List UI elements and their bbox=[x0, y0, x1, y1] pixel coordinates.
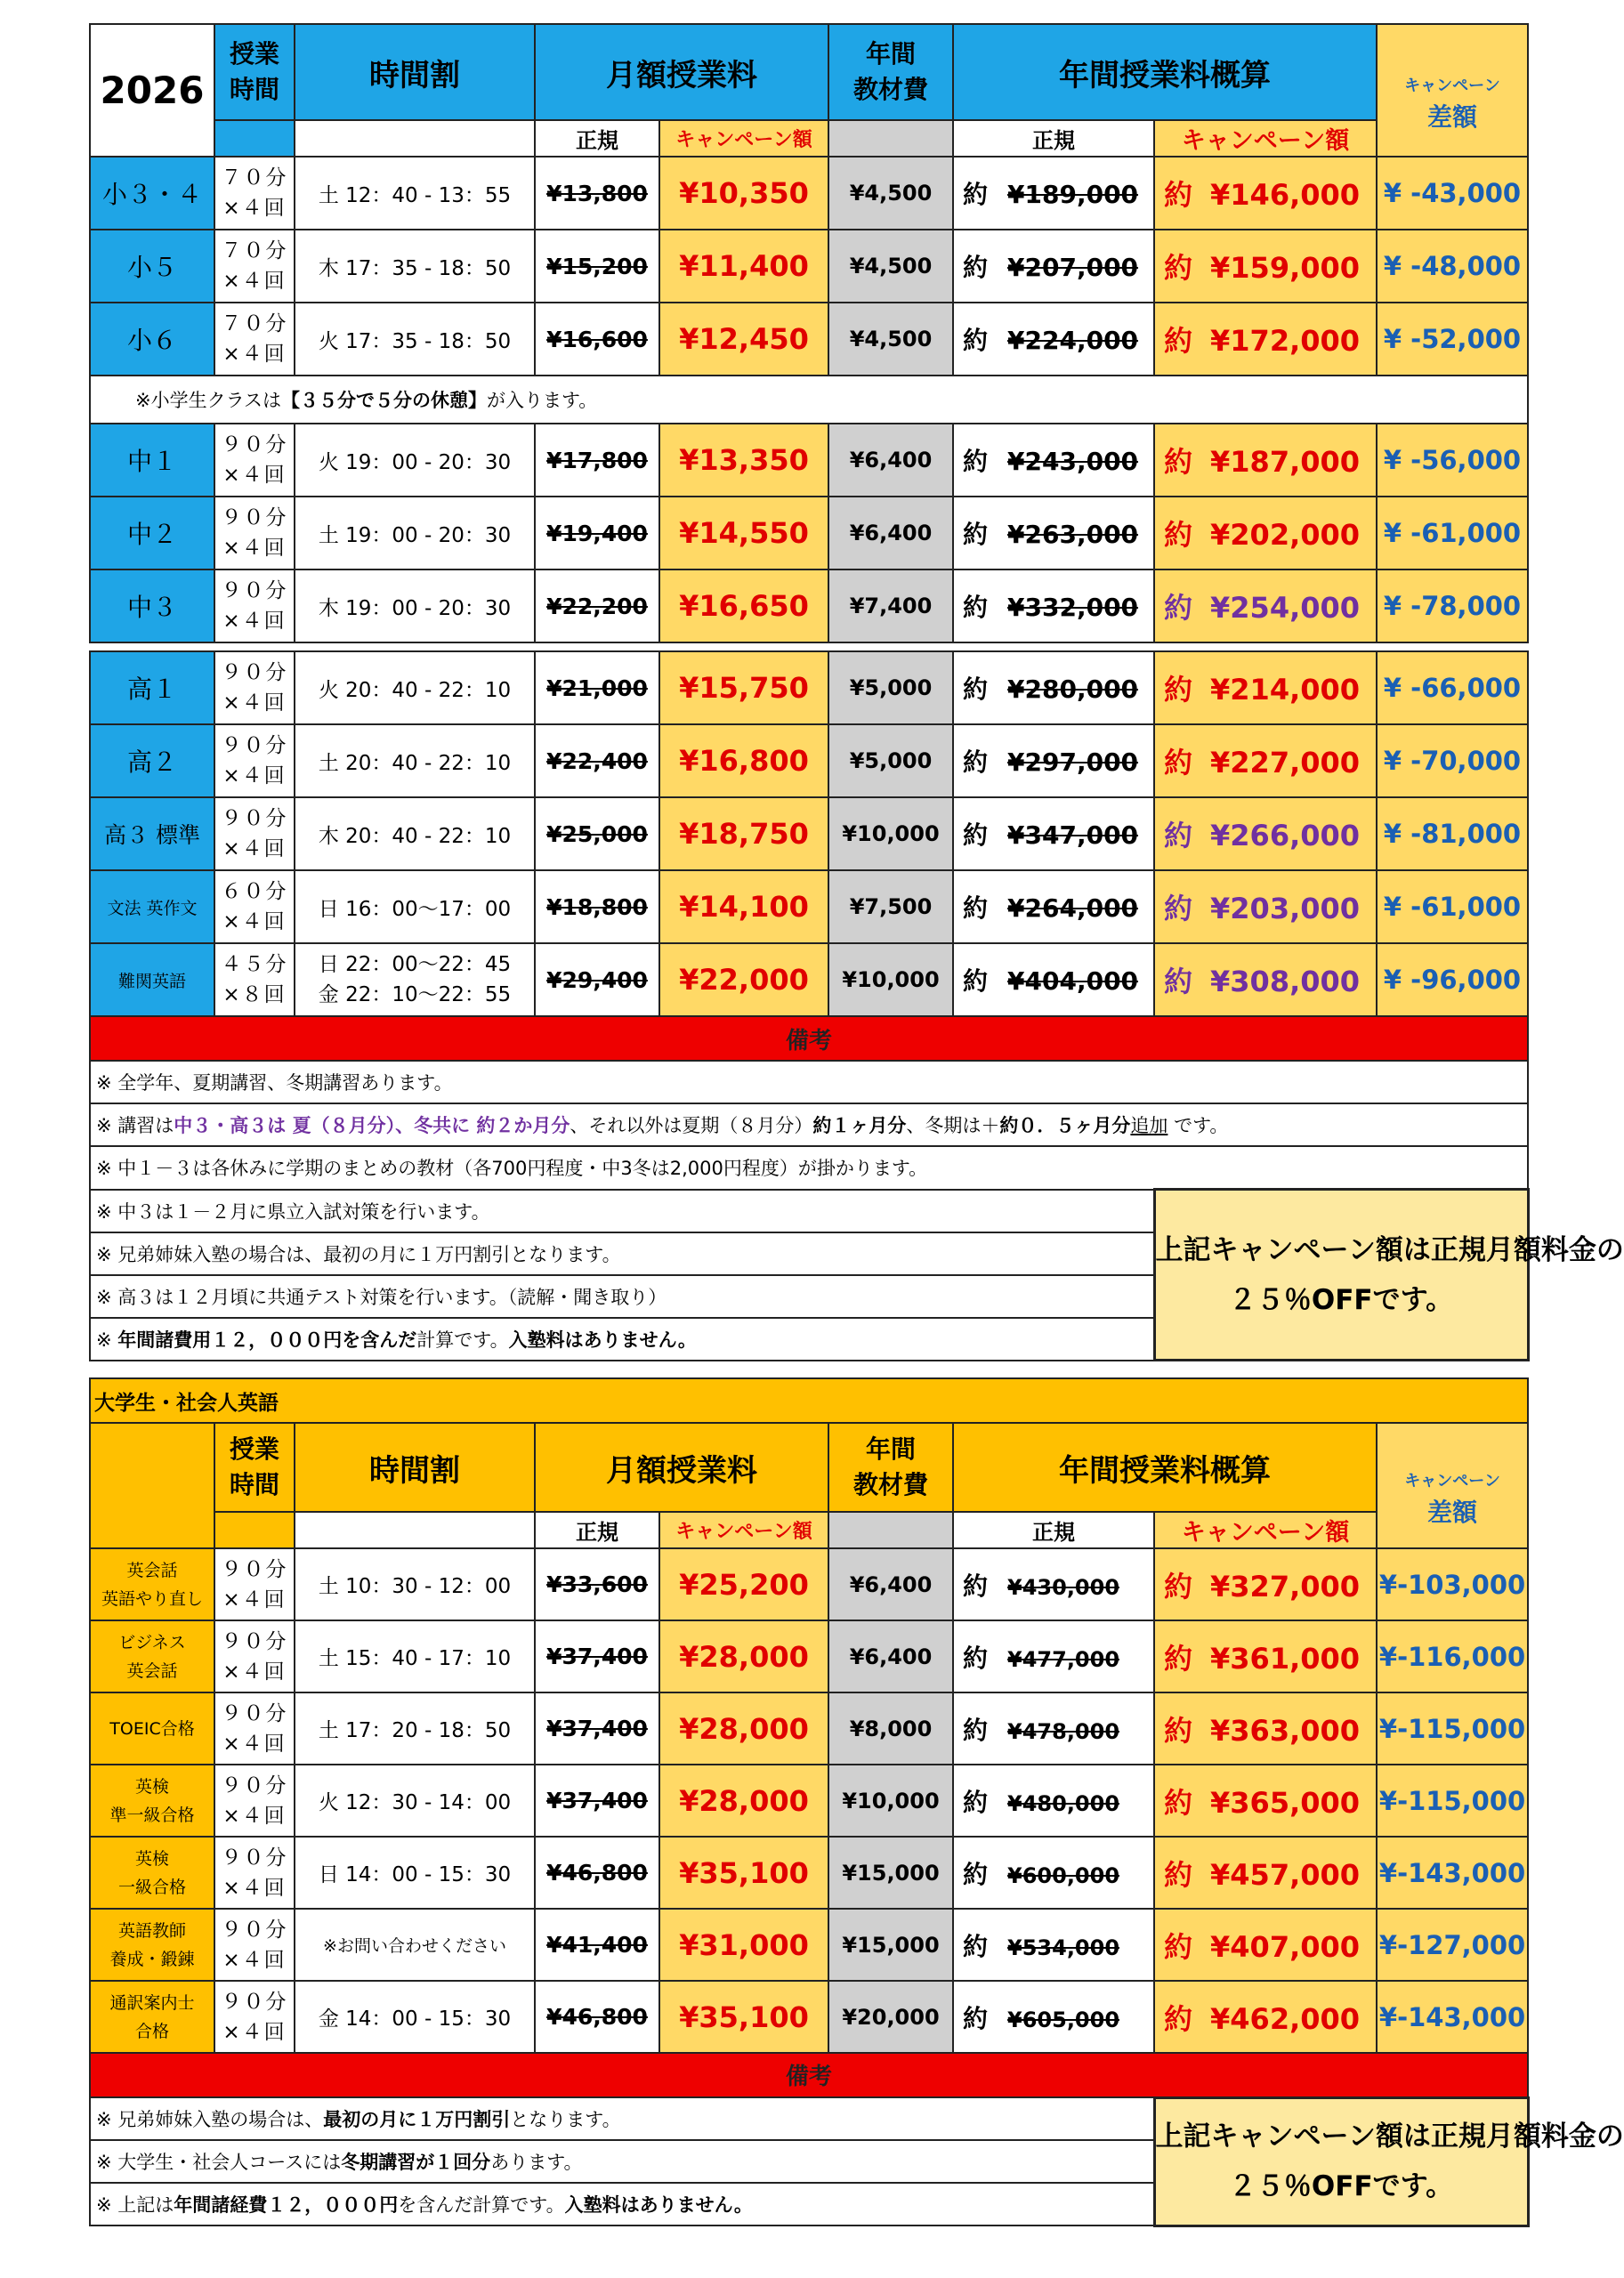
annual-campaign: 約 ¥202,000 bbox=[1154, 497, 1377, 570]
schedule: 火 20：40 - 22：10 bbox=[295, 651, 535, 724]
campaign-diff: ¥ -96,000 bbox=[1377, 943, 1528, 1016]
annual-fee-header: 年間授業料概算 bbox=[953, 1423, 1377, 1512]
regular-fee: ¥22,400 bbox=[535, 724, 659, 797]
annual-regular: 約 ¥264,000 bbox=[953, 870, 1154, 943]
adult-section-title: 大学生・社会人英語 bbox=[90, 1378, 1528, 1423]
annual-regular: 約 ¥297,000 bbox=[953, 724, 1154, 797]
schedule: 土 20：40 - 22：10 bbox=[295, 724, 535, 797]
schedule: ※お問い合わせください bbox=[295, 1909, 535, 1981]
regular-fee: ¥29,400 bbox=[535, 943, 659, 1016]
class-time: ４５分 ×８回 bbox=[214, 943, 295, 1016]
table-row bbox=[90, 1548, 1528, 1620]
annual-regular: 約 ¥243,000 bbox=[953, 424, 1154, 497]
monthly-fee-header: 月額授業料 bbox=[535, 1423, 828, 1512]
annual-campaign: 約 ¥203,000 bbox=[1154, 870, 1377, 943]
campaign-fee: ¥31,000 bbox=[659, 1909, 828, 1981]
campaign-fee: ¥16,800 bbox=[659, 724, 828, 797]
campaign-fee: ¥28,000 bbox=[659, 1692, 828, 1765]
table-row bbox=[90, 157, 1528, 230]
materials-fee: ¥5,000 bbox=[828, 651, 953, 724]
table-row bbox=[90, 570, 1528, 642]
course-name: TOEIC合格 bbox=[90, 1692, 214, 1765]
grade-label: 中３ bbox=[90, 570, 214, 642]
schedule: 土 10：30 - 12：00 bbox=[295, 1548, 535, 1620]
materials-fee: ¥4,500 bbox=[828, 157, 953, 230]
annual-fee-header: 年間授業料概算 bbox=[953, 24, 1377, 120]
regular-fee: ¥41,400 bbox=[535, 1909, 659, 1981]
class-time: ７０分 ×４回 bbox=[214, 303, 295, 376]
class-time: ９０分 ×４回 bbox=[214, 1548, 295, 1620]
annual-regular: 約 ¥605,000 bbox=[953, 1981, 1154, 2053]
annual-campaign: 約 ¥187,000 bbox=[1154, 424, 1377, 497]
year-label: 2026 bbox=[90, 24, 214, 157]
annual-regular: 約 ¥207,000 bbox=[953, 230, 1154, 303]
elementary-note: ※小学生クラスは【３５分で５分の休憩】が入ります。 bbox=[90, 376, 1528, 424]
course-name: 英会話 英語やり直し bbox=[90, 1548, 214, 1620]
regular-subheader: 正規 bbox=[535, 1512, 659, 1548]
annual-regular: 約 ¥480,000 bbox=[953, 1765, 1154, 1837]
annual-campaign: 約 ¥407,000 bbox=[1154, 1909, 1377, 1981]
campaign-discount-box: 上記キャンペーン額は正規月額料金の ２５％OFFです。 bbox=[1154, 1190, 1528, 1361]
campaign-fee: ¥10,350 bbox=[659, 157, 828, 230]
campaign-diff: ¥-127,000 bbox=[1377, 1909, 1528, 1981]
annual-regular: 約 ¥478,000 bbox=[953, 1692, 1154, 1765]
grade-label: 難関英語 bbox=[90, 943, 214, 1016]
table-row bbox=[90, 497, 1528, 570]
materials-fee: ¥10,000 bbox=[828, 797, 953, 870]
grade-label: 小６ bbox=[90, 303, 214, 376]
materials-header: 年間 教材費 bbox=[828, 1423, 953, 1512]
schedule: 木 17：35 - 18：50 bbox=[295, 230, 535, 303]
adult-price-table bbox=[89, 1377, 1624, 2227]
class-time: ９０分 ×４回 bbox=[214, 1620, 295, 1692]
annual-regular-subheader: 正規 bbox=[953, 1512, 1154, 1548]
campaign-fee: ¥11,400 bbox=[659, 230, 828, 303]
annual-regular: 約 ¥430,000 bbox=[953, 1548, 1154, 1620]
campaign-diff: ¥-143,000 bbox=[1377, 1837, 1528, 1909]
regular-fee: ¥37,400 bbox=[535, 1620, 659, 1692]
annual-regular: 約 ¥534,000 bbox=[953, 1909, 1154, 1981]
annual-campaign: 約 ¥227,000 bbox=[1154, 724, 1377, 797]
campaign-diff-header: キャンペーン 差額 bbox=[1377, 1423, 1528, 1548]
campaign-diff: ¥-116,000 bbox=[1377, 1620, 1528, 1692]
remark-line: ※ 高３は１２月頃に共通テスト対策を行います。（読解・聞き取り） bbox=[90, 1275, 1154, 1318]
campaign-fee: ¥14,550 bbox=[659, 497, 828, 570]
schedule: 火 17：35 - 18：50 bbox=[295, 303, 535, 376]
table-row bbox=[90, 1692, 1528, 1765]
class-time: ９０分 ×４回 bbox=[214, 1981, 295, 2053]
campaign-diff: ¥-103,000 bbox=[1377, 1548, 1528, 1620]
campaign-diff: ¥ -61,000 bbox=[1377, 497, 1528, 570]
monthly-fee-header: 月額授業料 bbox=[535, 24, 828, 120]
materials-fee: ¥6,400 bbox=[828, 1548, 953, 1620]
schedule: 日 22：00～22：45 金 22：10～22：55 bbox=[295, 943, 535, 1016]
materials-fee: ¥15,000 bbox=[828, 1837, 953, 1909]
regular-fee: ¥46,800 bbox=[535, 1837, 659, 1909]
materials-fee: ¥10,000 bbox=[828, 1765, 953, 1837]
class-time: ７０分 ×４回 bbox=[214, 230, 295, 303]
grade-label: 中１ bbox=[90, 424, 214, 497]
campaign-diff: ¥-115,000 bbox=[1377, 1765, 1528, 1837]
campaign-diff: ¥ -81,000 bbox=[1377, 797, 1528, 870]
campaign-fee: ¥28,000 bbox=[659, 1620, 828, 1692]
annual-regular: 約 ¥280,000 bbox=[953, 651, 1154, 724]
grade-label: 高１ bbox=[90, 651, 214, 724]
course-name: ビジネス 英会話 bbox=[90, 1620, 214, 1692]
campaign-subheader: キャンペーン額 bbox=[659, 1512, 828, 1548]
table-row bbox=[90, 797, 1528, 870]
schedule: 土 17：20 - 18：50 bbox=[295, 1692, 535, 1765]
section-divider bbox=[90, 642, 1528, 651]
annual-regular: 約 ¥189,000 bbox=[953, 157, 1154, 230]
remark-line: ※ 兄弟姉妹入塾の場合は、最初の月に１万円割引となります。 bbox=[90, 2097, 1154, 2140]
schedule: 木 19：00 - 20：30 bbox=[295, 570, 535, 642]
class-time: ９０分 ×４回 bbox=[214, 497, 295, 570]
regular-fee: ¥37,400 bbox=[535, 1692, 659, 1765]
materials-fee: ¥4,500 bbox=[828, 303, 953, 376]
annual-campaign: 約 ¥159,000 bbox=[1154, 230, 1377, 303]
annual-campaign: 約 ¥266,000 bbox=[1154, 797, 1377, 870]
campaign-fee: ¥28,000 bbox=[659, 1765, 828, 1837]
annual-campaign: 約 ¥327,000 bbox=[1154, 1548, 1377, 1620]
regular-fee: ¥21,000 bbox=[535, 651, 659, 724]
campaign-fee: ¥35,100 bbox=[659, 1981, 828, 2053]
table-row bbox=[90, 1765, 1528, 1837]
schedule: 木 20：40 - 22：10 bbox=[295, 797, 535, 870]
class-time: ９０分 ×４回 bbox=[214, 797, 295, 870]
table-row bbox=[90, 724, 1528, 797]
grade-label: 小５ bbox=[90, 230, 214, 303]
course-name: 英検 一級合格 bbox=[90, 1837, 214, 1909]
table-row bbox=[90, 230, 1528, 303]
annual-regular-subheader: 正規 bbox=[953, 120, 1154, 157]
materials-fee: ¥6,400 bbox=[828, 497, 953, 570]
annual-campaign: 約 ¥361,000 bbox=[1154, 1620, 1377, 1692]
remark-line: ※ 講習は中３・高３は 夏（８月分）、冬共に 約２か月分、それ以外は夏期（８月分）約１ヶ月分、冬期は＋約０．５ヶ月分追加 です。 bbox=[90, 1103, 1528, 1146]
remark-line: ※ 大学生・社会人コースには冬期講習が１回分あります。 bbox=[90, 2140, 1154, 2183]
class-time: ９０分 ×４回 bbox=[214, 1692, 295, 1765]
campaign-diff: ¥-143,000 bbox=[1377, 1981, 1528, 2053]
schedule-header: 時間割 bbox=[295, 24, 535, 120]
campaign-fee: ¥16,650 bbox=[659, 570, 828, 642]
schedule-header: 時間割 bbox=[295, 1423, 535, 1512]
annual-campaign: 約 ¥363,000 bbox=[1154, 1692, 1377, 1765]
campaign-fee: ¥22,000 bbox=[659, 943, 828, 1016]
campaign-fee: ¥13,350 bbox=[659, 424, 828, 497]
remark-line: ※ 上記は年間諸経費１２，０００円を含んだ計算です。入塾料はありません。 bbox=[90, 2183, 1154, 2225]
campaign-fee: ¥15,750 bbox=[659, 651, 828, 724]
annual-regular: 約 ¥263,000 bbox=[953, 497, 1154, 570]
annual-regular: 約 ¥404,000 bbox=[953, 943, 1154, 1016]
course-name: 英語教師 養成・鍛錬 bbox=[90, 1909, 214, 1981]
table-row bbox=[90, 1981, 1528, 2053]
schedule: 土 19：00 - 20：30 bbox=[295, 497, 535, 570]
materials-header: 年間 教材費 bbox=[828, 24, 953, 120]
campaign-diff: ¥ -66,000 bbox=[1377, 651, 1528, 724]
campaign-fee: ¥12,450 bbox=[659, 303, 828, 376]
regular-fee: ¥33,600 bbox=[535, 1548, 659, 1620]
annual-regular: 約 ¥347,000 bbox=[953, 797, 1154, 870]
regular-fee: ¥13,800 bbox=[535, 157, 659, 230]
materials-fee: ¥6,400 bbox=[828, 1620, 953, 1692]
table-row bbox=[90, 870, 1528, 943]
regular-fee: ¥22,200 bbox=[535, 570, 659, 642]
annual-campaign: 約 ¥308,000 bbox=[1154, 943, 1377, 1016]
remark-line: ※ 全学年、夏期講習、冬期講習あります。 bbox=[90, 1061, 1528, 1103]
regular-subheader: 正規 bbox=[535, 120, 659, 157]
materials-fee: ¥4,500 bbox=[828, 230, 953, 303]
annual-regular: 約 ¥332,000 bbox=[953, 570, 1154, 642]
schedule: 火 19：00 - 20：30 bbox=[295, 424, 535, 497]
class-time: ９０分 ×４回 bbox=[214, 570, 295, 642]
remark-line: ※ 兄弟姉妹入塾の場合は、最初の月に１万円割引となります。 bbox=[90, 1232, 1154, 1275]
class-time-header: 授業 時間 bbox=[214, 1423, 295, 1512]
campaign-diff: ¥ -43,000 bbox=[1377, 157, 1528, 230]
campaign-diff: ¥ -52,000 bbox=[1377, 303, 1528, 376]
remark-line: ※ 中３は１－２月に県立入試対策を行います。 bbox=[90, 1190, 1154, 1232]
remark-line: ※ 中１－３は各休みに学期のまとめの教材（各700円程度・中3冬は2,000円程度）が掛かります。 bbox=[90, 1146, 1528, 1190]
annual-campaign: 約 ¥254,000 bbox=[1154, 570, 1377, 642]
regular-fee: ¥17,800 bbox=[535, 424, 659, 497]
schedule: 日 16：00～17：00 bbox=[295, 870, 535, 943]
remarks-header: 備考 bbox=[90, 1016, 1528, 1061]
regular-fee: ¥37,400 bbox=[535, 1765, 659, 1837]
materials-fee: ¥7,500 bbox=[828, 870, 953, 943]
class-time-header: 授業 時間 bbox=[214, 24, 295, 120]
campaign-diff: ¥-115,000 bbox=[1377, 1692, 1528, 1765]
adult-remarks-header: 備考 bbox=[90, 2053, 1528, 2097]
grade-label: 高３ 標準 bbox=[90, 797, 214, 870]
materials-fee: ¥15,000 bbox=[828, 1909, 953, 1981]
table-row bbox=[90, 943, 1528, 1016]
campaign-fee: ¥35,100 bbox=[659, 1837, 828, 1909]
class-time: ６０分 ×４回 bbox=[214, 870, 295, 943]
table-row bbox=[90, 1909, 1528, 1981]
campaign-fee: ¥14,100 bbox=[659, 870, 828, 943]
annual-campaign: 約 ¥214,000 bbox=[1154, 651, 1377, 724]
regular-fee: ¥46,800 bbox=[535, 1981, 659, 2053]
materials-fee: ¥8,000 bbox=[828, 1692, 953, 1765]
table-row bbox=[90, 303, 1528, 376]
schedule: 火 12：30 - 14：00 bbox=[295, 1765, 535, 1837]
annual-campaign: 約 ¥457,000 bbox=[1154, 1837, 1377, 1909]
table-row bbox=[90, 1620, 1528, 1692]
regular-fee: ¥18,800 bbox=[535, 870, 659, 943]
schedule: 日 14：00 - 15：30 bbox=[295, 1837, 535, 1909]
materials-fee: ¥7,400 bbox=[828, 570, 953, 642]
materials-fee: ¥5,000 bbox=[828, 724, 953, 797]
class-time: ９０分 ×４回 bbox=[214, 1909, 295, 1981]
annual-campaign: 約 ¥146,000 bbox=[1154, 157, 1377, 230]
schedule: 土 15：40 - 17：10 bbox=[295, 1620, 535, 1692]
class-time: ９０分 ×４回 bbox=[214, 1765, 295, 1837]
schedule: 土 12：40 - 13：55 bbox=[295, 157, 535, 230]
regular-fee: ¥19,400 bbox=[535, 497, 659, 570]
grade-label: 高２ bbox=[90, 724, 214, 797]
table-row bbox=[90, 1837, 1528, 1909]
campaign-diff: ¥ -48,000 bbox=[1377, 230, 1528, 303]
campaign-subheader: キャンペーン額 bbox=[659, 120, 828, 157]
schedule: 金 14：00 - 15：30 bbox=[295, 1981, 535, 2053]
class-time: ９０分 ×４回 bbox=[214, 651, 295, 724]
materials-fee: ¥20,000 bbox=[828, 1981, 953, 2053]
class-time: ９０分 ×４回 bbox=[214, 724, 295, 797]
class-time: ９０分 ×４回 bbox=[214, 1837, 295, 1909]
campaign-diff: ¥ -78,000 bbox=[1377, 570, 1528, 642]
annual-campaign: 約 ¥365,000 bbox=[1154, 1765, 1377, 1837]
annual-campaign-subheader: キャンペーン額 bbox=[1154, 1512, 1377, 1548]
price-sheet bbox=[89, 23, 1624, 2227]
grade-label: 中２ bbox=[90, 497, 214, 570]
annual-regular: 約 ¥600,000 bbox=[953, 1837, 1154, 1909]
campaign-diff-header: キャンペーン 差額 bbox=[1377, 24, 1528, 157]
annual-regular: 約 ¥224,000 bbox=[953, 303, 1154, 376]
regular-fee: ¥15,200 bbox=[535, 230, 659, 303]
annual-campaign-subheader: キャンペーン額 bbox=[1154, 120, 1377, 157]
course-name: 通訳案内士 合格 bbox=[90, 1981, 214, 2053]
annual-campaign: 約 ¥172,000 bbox=[1154, 303, 1377, 376]
regular-fee: ¥25,000 bbox=[535, 797, 659, 870]
campaign-diff: ¥ -61,000 bbox=[1377, 870, 1528, 943]
table-row bbox=[90, 424, 1528, 497]
course-name: 英検 準一級合格 bbox=[90, 1765, 214, 1837]
materials-fee: ¥10,000 bbox=[828, 943, 953, 1016]
annual-campaign: 約 ¥462,000 bbox=[1154, 1981, 1377, 2053]
adult-campaign-discount-box: 上記キャンペーン額は正規月額料金の ２５％OFFです。 bbox=[1154, 2097, 1528, 2225]
materials-fee: ¥6,400 bbox=[828, 424, 953, 497]
class-time: ９０分 ×４回 bbox=[214, 424, 295, 497]
grade-label: 小３・４ bbox=[90, 157, 214, 230]
student-price-table bbox=[89, 23, 1624, 1361]
campaign-fee: ¥18,750 bbox=[659, 797, 828, 870]
campaign-diff: ¥ -70,000 bbox=[1377, 724, 1528, 797]
grade-label: 文法 英作文 bbox=[90, 870, 214, 943]
regular-fee: ¥16,600 bbox=[535, 303, 659, 376]
annual-regular: 約 ¥477,000 bbox=[953, 1620, 1154, 1692]
campaign-diff: ¥ -56,000 bbox=[1377, 424, 1528, 497]
table-row bbox=[90, 651, 1528, 724]
remark-line: ※ 年間諸費用１２，０００円を含んだ計算です。入塾料はありません。 bbox=[90, 1318, 1154, 1361]
campaign-fee: ¥25,200 bbox=[659, 1548, 828, 1620]
class-time: ７０分 ×４回 bbox=[214, 157, 295, 230]
